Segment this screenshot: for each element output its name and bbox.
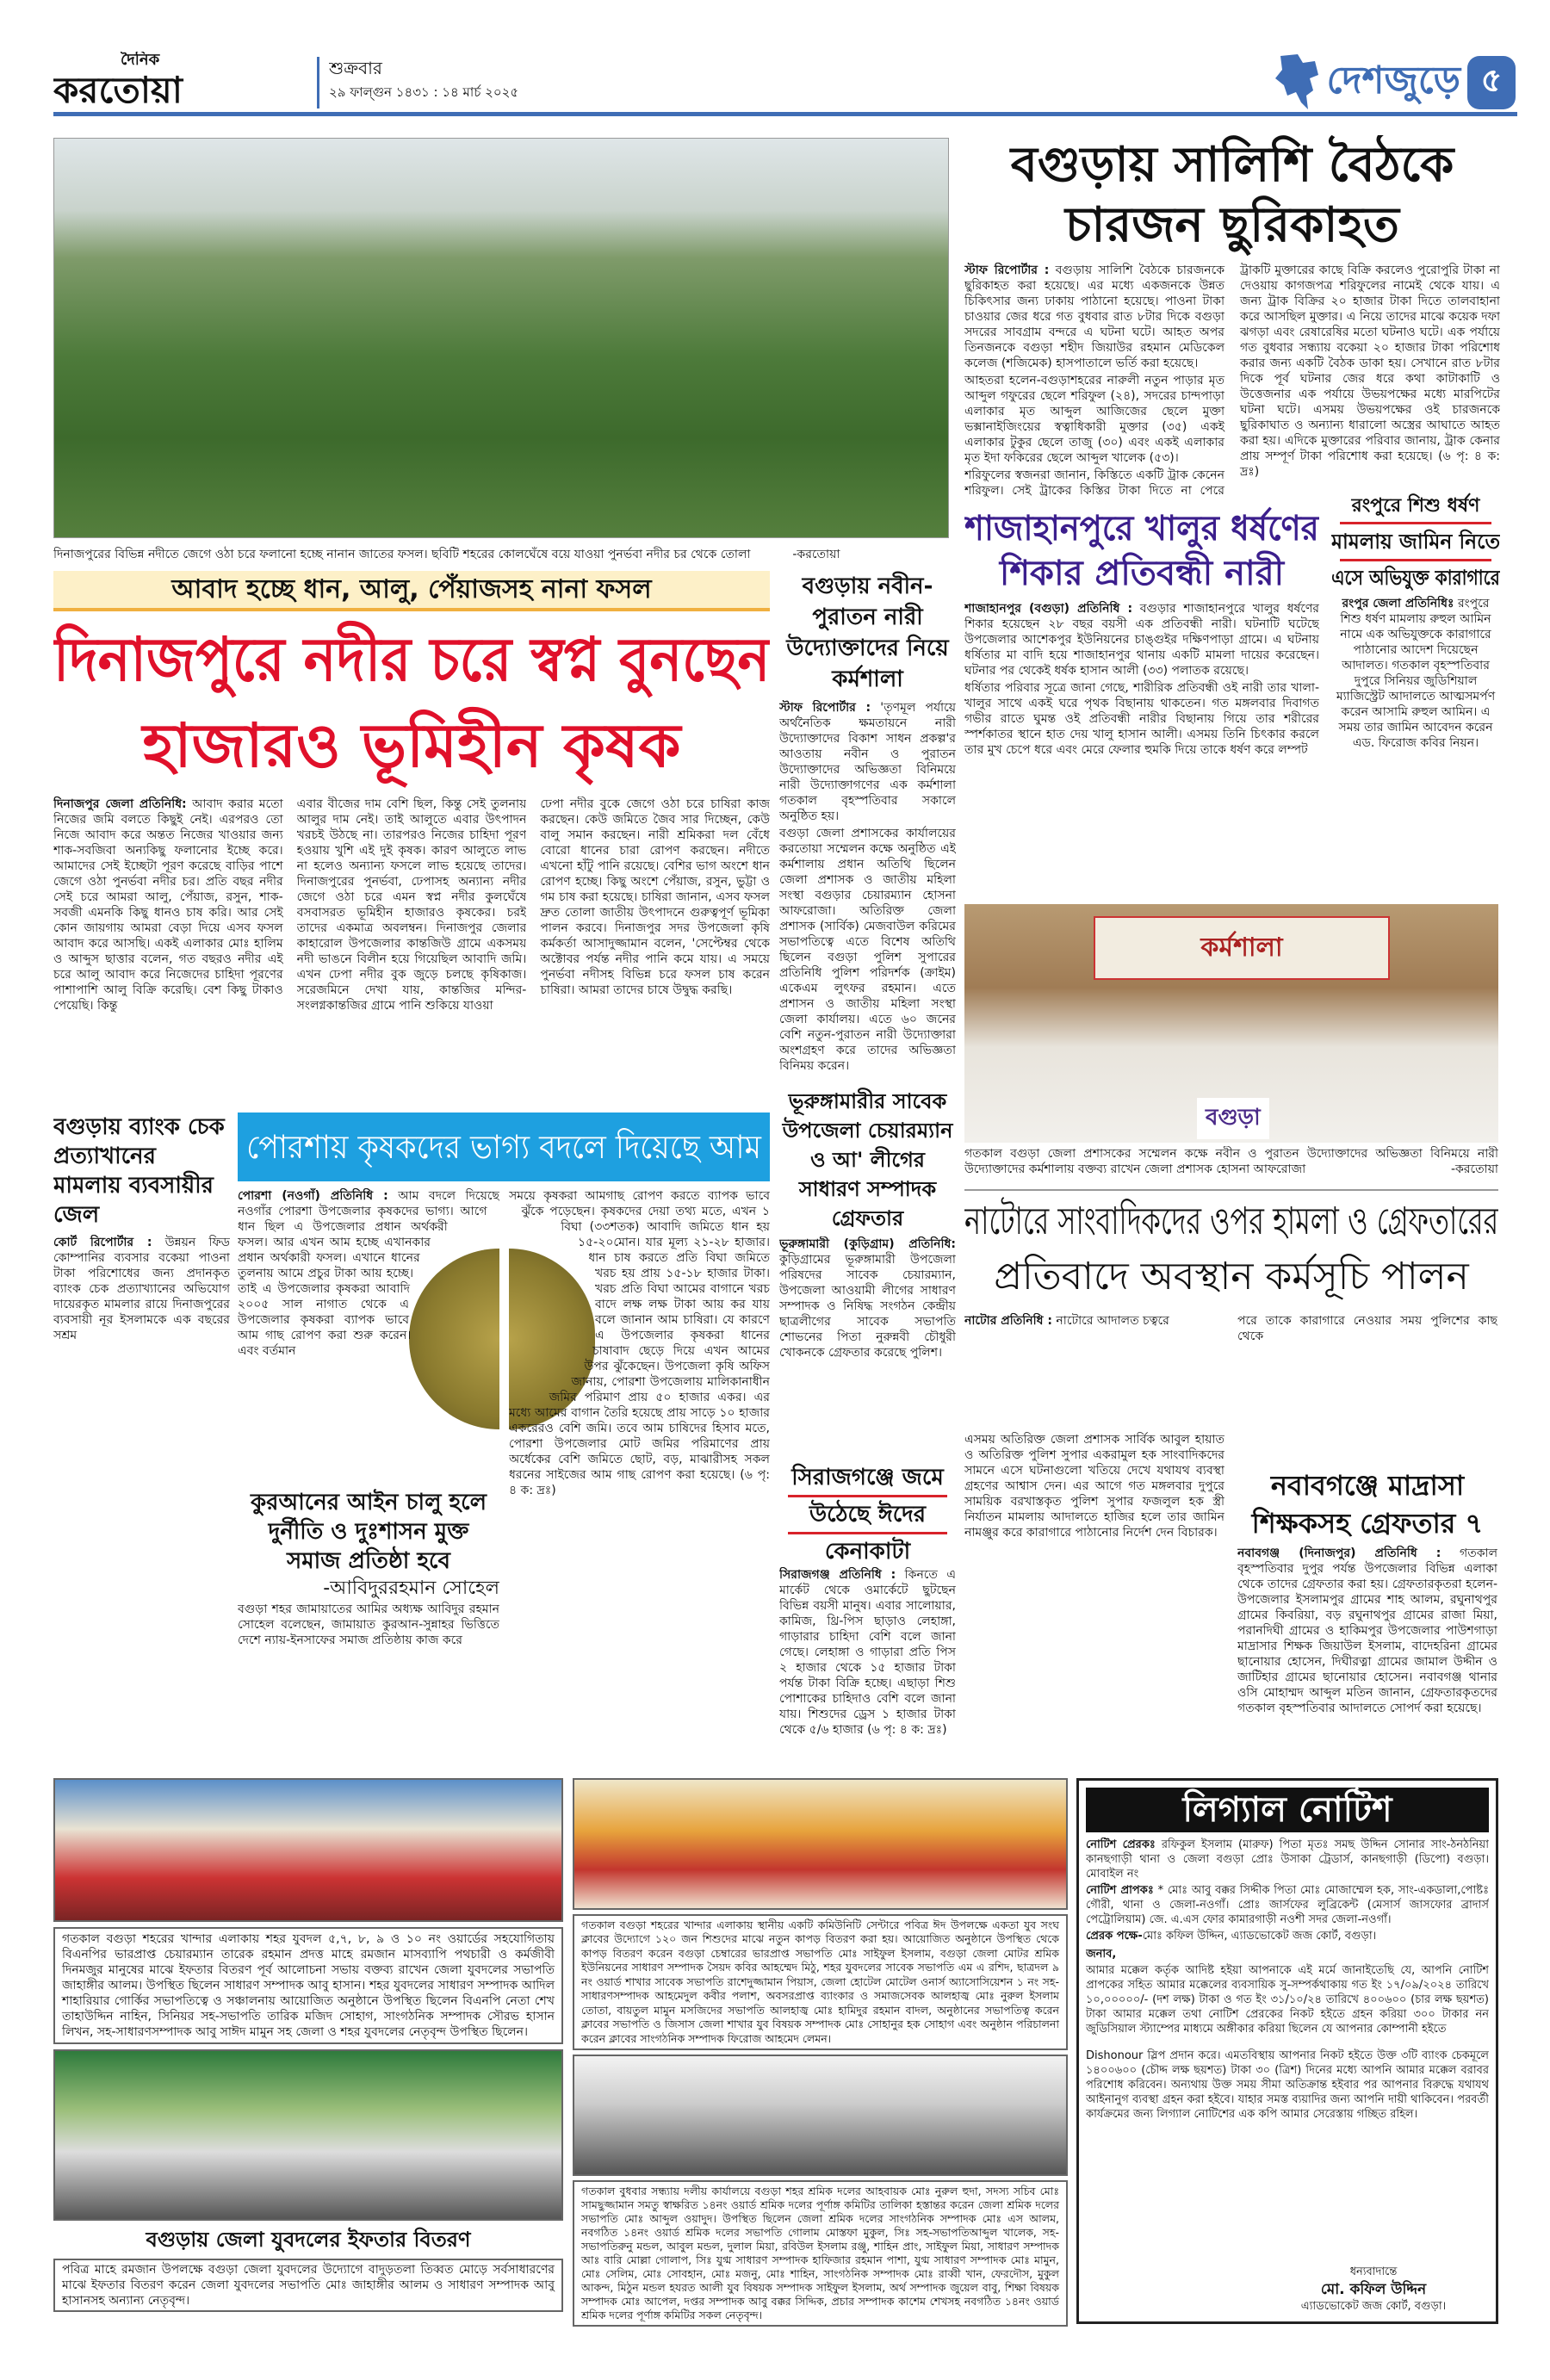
headline-line-2: শিক্ষকসহ গ্রেফতার ৭ [1251, 1507, 1484, 1540]
headline-line-3: কেনাকাটা [824, 1539, 911, 1565]
paragraph: বগুড়ায় সালিশি বৈঠকে চারজনকে ছুরিকাহত করা হয়েছে। এর মধ্যে একজনকে উন্নত চিকিৎসার জন্য ঢাকায় পাঠানো হয়েছে। পাওনা টাকা চাওয়ার জের ধরে গত বুধবার রাত ৮টার দিকে বগুড়া সদরের সাবগ্রাম বন্দরে এ ঘটনা ঘটে। আহত অপর তিনজনকে বগুড়া শহীদ জিয়াউর রহমান মেডিকেল কলেজ (শজিমেক) হাসপাতালে ভর্তি করা হয়েছে। [964, 263, 1224, 370]
caption-row [53, 544, 949, 565]
dateline: নবাবগঞ্জ (দিনাজপুর) প্রতিনিধি : [1237, 1546, 1442, 1560]
porsha-body-col1 [238, 1188, 499, 1481]
legal-notice-body [1086, 1838, 1489, 2261]
photo-headline: বগুড়ায় জেলা যুবদলের ইফতার বিতরণ [146, 2228, 471, 2252]
headline-line-1: বগুড়ায় সালিশি বৈঠকে [1010, 137, 1454, 193]
column [53, 796, 283, 1100]
article-bhurungamari [779, 1087, 956, 1455]
dateline: স্টাফ রিপোর্টার : [779, 701, 871, 715]
legal-notice-title: লিগ্যাল নোটিশ [1182, 1790, 1392, 1830]
tag-text: বগুড়া [1206, 1105, 1261, 1131]
logo-small-text: দৈনিক [121, 52, 160, 69]
paragraph: কিনতে এ মার্কেট থেকে ওমার্কেটে ছুটছেন বিভিন্ন বয়সী মানুষ। এবার সালোয়ার, কামিজ, থ্রি-পিস ছাড়াও লেহাঙ্গা, গাড়ারার চাহিদা বেশি বলে জানা গেছে। লেহাঙ্গা ও গাড়ারা প্রতি পিস ২ হাজার থেকে ১৫ হাজার টাকা পর্যন্ত টাকা বিক্রি হচ্ছে। এছাড়া শিশু পোশাকের চাহিদাও বেশি বলে জানা যায়। শিশুদের ড্রেস ১ হাজার টাকা থেকে ৫/৬ হাজার (৬ পৃ: ৪ ক: দ্রঃ) [779, 1568, 956, 1737]
paragraph: বগুড়া জেলা প্রশাসকের কার্যালয়ের করতোয়া সম্মেলন কক্ষে অনুষ্ঠিত এই কর্মশালায় প্রধান অতিথি ছিলেন জেলা প্রশাসক ও জাতীয় মহিলা সংস্থা বগুড়ার চেয়ারম্যান হোসনা আফরোজা। অতিরিক্ত জেলা প্রশাসক (সার্বিক) মেজবাউল করিমের সভাপতিত্বে এতে বিশেষ অতিথি ছিলেন বগুড়া পুলিশ সুপারের প্রতিনিধি পুলিশ পরিদর্শক (ক্রাইম) একেএম লুৎফর রহমান। এতে প্রশাসন ও জাতীয় মহিলা সংস্থা জেলা কার্যালয়। এতে ৬০ জনের বেশি নতুন-পুরাতন নারী উদ্যোক্তারা অংশগ্রহণ করে তাদের অভিজ্ঞতা বিনিময় করেন। [779, 827, 956, 1073]
workshop-photo [964, 904, 1498, 1143]
paragraph: 'তৃণমূল পর্যায়ে অর্থনৈতিক ক্ষমতায়নে নারী উদ্যোক্তাদের বিকাশ সাধন প্রকল্প'র আওতায় নবীন ও পুরাতন উদ্যোক্তাদের অভিজ্ঞতা বিনিময়ে নারী উদ্যোক্তাগণের এক কর্মশালা গতকাল বৃহস্পতিবার সকালে অনুষ্ঠিত হয়। [779, 701, 956, 823]
banner-text: কর্মশালা [1200, 933, 1283, 963]
recipient: * মোঃ আবু বক্কর সিদ্দীক পিতা মোঃ মোজাম্মেল হক, সাং-একডালা,পোষ্টঃ গৌরী, থানা ও জেলা-নওগাঁ। প্রোঃ জার্সফের লুব্রিকেন্ট (মেসার্স জাসফোর ব্রাদার্স পেট্রোলিয়াম) জে. এ.এস ফোর কামারগাড়ী নওশী সদর জেলা-নওগাঁ। [1086, 1884, 1489, 1926]
kicker-band [53, 571, 770, 611]
paragraph: সময়ে কৃষকরা আমগাছ রোপণ করতে ব্যাপক ভাবে ঝুঁকে পড়েছেন। কৃষকদের দেয়া তথ্য মতে, এখন ১ বিঘা (৩৩শতক) আবাদি জমিতে ধান হয় ১৫-২০মোন। যার মূল্য ২১-২৮ হাজার। ধান চাষ করতে প্রতি বিঘা জমিতে খরচ হয় প্রায় ১৫-১৮ হাজার টাকা। খরচ প্রতি বিঘা আমের বাগানে খরচ বাদে লক্ষ লক্ষ টাকা আয় কর যায় বলে জানান আম চাষিরা। যে কারণে এ উপজেলার কৃষকরা ধানের চাষাবাদ ছেড়ে দিয়ে এখন আমের উপর ঝুঁকেছেন। উপজেলা কৃষি অফিস জানায়, পোরশা উপজেলায় মালিকানাধীন জমির পরিমাণ প্রায় ৫০ হাজার একর। এর মধ্যে আমের বাগান তৈরি হয়েছে প্রায় সাড়ে ১০ হাজার একরেরও বেশি জমি। তবে আম চাষিদের হিসাব মতে, পোরশা উপজেলার মোট জমির পরিমাণের প্রায় অর্ধেকের বেশি জমিতে ছোট, বড়, মাঝারীসহ সকল ধরনের সাইজের আম গাছ রোপণ করা হয়েছে। (৬ পৃ: ৪ ক: দ্রঃ) [509, 1189, 770, 1497]
paragraph: রংপুরে শিশু ধর্ষণ মামলায় রুহুল আমিন নামে এক অভিযুক্তকে কারাগারে পাঠানোর আদেশ দিয়েছেন আদালত। গতকাল বৃহস্পতিবার দুপুরে সিনিয়র জুডিশিয়াল ম্যাজিস্ট্রেট আদালতে আত্মসমর্পণ করেন আসামি রুহুল আমিন। এ সময় তার জামিন আবেদন করেন এড. ফিরোজ কবির নিয়ন। [1336, 597, 1496, 750]
dateline: দিনাজপুর জেলা প্রতিনিধি: [53, 797, 187, 811]
dateline: নাটোর প্রতিনিধি : [964, 1314, 1052, 1328]
paragraph: নাটোরে আদালত চত্বরে [1056, 1314, 1169, 1328]
red-rule [788, 1495, 947, 1497]
section-name: দেশজুড়ে [1326, 58, 1460, 102]
photo-tag [1197, 1098, 1269, 1139]
photo-caption: গতকাল বুধবার সন্ধ্যায় দলীয় কার্যালয়ে বগুড়া শহর শ্রমিক দলের আহবায়ক মোঃ নুরুল হুদা, সদস্য সচিব মোঃ সামছুজ্জামান সমতু স্বাক্ষরিত ১৪নং ওয়ার্ড শ্রমিক দলের পূর্ণাঙ্গ কমিটির তালিকা হস্তান্তর করেন জেলা শ্রমিক দলের সভাপতি মোঃ আব্দুল ওয়াদুদ। উপস্থিত ছিলেন জেলা শ্রমিক দলের সাংগঠনিক সম্পাদক মোঃ এস আলম, নবগঠিত ১৪নং ওয়ার্ড শ্রমিক দলের সভাপতি গোলাম মোস্তফা মুকুল, সিঃ সহ-সভাপতিআব্দুল খালেক, সহ-সভাপতিরুনু মন্ডল, আবুল মন্ডল, দুলাল মিয়া, রবিউল ইসলাম রঞ্জু, শাহিন প্রাং, সাইফুল মিয়া, সাধারণ সম্পাদক আঃ বারি মোল্লা গোলাপ, সিঃ যুগ্ম সাধারণ সম্পাদক হাফিজার রহমান পাশা, যুগ্ম সাধারণ সম্পাদক মোঃ মামুন, মোঃ সেলিম, মোঃ সোবহান, মোঃ মজনু, মোঃ শাহিন, সাংগঠনিক সম্পাদক মোঃ রাব্বী খান, ফেরদৌস, মুকুল আকন্দ, মিঠুন মন্ডল হযরত আলী যুব বিষয়ক সম্পাদক সাইফুল ইসলাম, অর্থ সম্পাদক জুয়েল বাবু, শিক্ষা বিষয়ক সম্পাদক মোঃ আপেল, দপ্তর সম্পাদক আবু বক্কর সিদ্দিক, প্রচার সম্পাদক কাশেম শেখসহ নবগঠিত ১৪নং ওয়ার্ড শ্রমিক দলের পূর্ণাঙ্গ কমিটির সকল নেতৃবৃন্দ। [573, 2180, 1068, 2327]
natore-body-col2 [1237, 1313, 1497, 1461]
article-body [779, 1567, 956, 1763]
closing: ধন্যবাদান্তে [1349, 2265, 1398, 2278]
recipient-label: নোটিশ প্রাপকঃ [1086, 1884, 1154, 1897]
article-body [1331, 596, 1500, 897]
sender: রফিকুল ইসলাম (মারুফ) পিতা মৃতঃ সমছ উদ্দিন সোনার সাং-ঠনঠনিয়া কানছগাড়ী থানা ও জেলা বগুড়া প্রোঃ উসাকা ট্রেডার্স, কানছগাড়ী (ডিপো) বগুড়া। মোবাইল নং [1086, 1838, 1489, 1881]
article-body [779, 700, 956, 1081]
article-body [1237, 1546, 1497, 1763]
paragraph: উন্নয়ন ফিড কোম্পানির ব্যবসার বকেয়া পাওনা টাকা পরিশোধের জন্য প্রদানকৃত ব্যাংক চেক প্রত্যাখ্যানের অভিযোগ দায়েরকৃত মামলার রায়ে দিনাজপুরের ব্যবসায়ী নূর ইসলামকে এক বছরের সশ্রম [53, 1236, 230, 1342]
headline-line-2: মামলায় জামিন নিতে [1331, 530, 1500, 554]
signatory-title: এ্যাডভোকেট জজ কোর্ট, বগুড়া। [1300, 2300, 1447, 2313]
byline: -আবিদুররহমান সোহেল [323, 1577, 499, 1599]
article-quran [238, 1488, 499, 1763]
paragraph: ধর্ষিতার পরিবার সূত্রে জানা গেছে, শারীরিক প্রতিবন্ধী ওই নারী তার খালা-খালুর সাথে একই ঘরে পৃথক বিছানায় থাকতেন। গত মঙ্গলবার দিবাগত গভীর রাতে ঘুমন্ত ওই প্রতিবন্ধী নারীর বিছানায় গিয়ে তার শরীরের স্পর্শকাতর স্থানে হাত দেয় খালু হাসান আলী। এসময় তিনি চিৎকার করলে তার মুখ চেপে ধরে এবং মেরে ফেলার হুমকি দিয়ে তাকে ধর্ষণ করে লম্পট [964, 681, 1319, 757]
headline-line-1: দিনাজপুরে নদীর চরে স্বপ্ন বুনছেন [53, 624, 770, 695]
headline-line-2: চারজন ছুরিকাহত [1065, 197, 1399, 253]
dateline: স্টাফ রিপোর্টার : [964, 263, 1050, 277]
article-workshop [779, 571, 956, 1081]
dateline: কোর্ট রিপোর্টার : [53, 1236, 152, 1249]
dateline: সিরাজগঞ্জ প্রতিনিধি : [779, 1568, 896, 1582]
column: ঢেপা নদীর বুকে জেগে ওঠা চরে চাষিরা কাজ করছেন। কেউ জমিতে জৈব সার দিচ্ছেন, কেউ বালু সমান করছেন। নারী শ্রমিকরা দল বেঁধে বোরো ধানের চারা রোপণ করছেন। নদীতে এখনো হাঁটু পানি রয়েছে। বেশির ভাগ অংশে ধান রোপণ হচ্ছে। কিছু অংশে পেঁয়াজ, রসুন, ভুট্টা ও গম চাষ করা হয়েছে। চাষিরা জানান, এসব ফসল দ্রুত তোলা জাতীয় উৎপাদনে গুরুত্বপূর্ণ ভূমিকা পালন করবে। দিনাজপুর সদর উপজেলা কৃষি কর্মকর্তা আসাদুজ্জামান বলেন, 'সেপ্টেম্বর থেকে অক্টোবর পর্যন্ত নদীর পানি কমে যায়। এ সময়ে পুনর্ভবা নদীসহ বিভিন্ন চরে ফসল চাষ করেন চাষিরা। আমরা তাদের চাষে উদ্বুদ্ধ করছি। [540, 797, 770, 997]
notice-paragraph: আমার মক্কেল কর্তৃক আদিষ্ট হইয়া আপনাকে এই মর্মে জানাইতেছি যে, আপনি নোটিশ প্রাপকের সহিত আমার মক্কেলের ব্যবসায়িক সু-সম্পর্কথাকায় গত ইং ১৭/০৯/২০২৪ তারিখে ১০,০০০০০/- (দশ লক্ষ) টাকা ও গত ইং ৩১/১০/২৪ তারিখে ৪০০৬০০ (চার লক্ষ ছয়শত) টাকা আমার মক্কেল তথা নোটিশ প্রেরকের নিকট হইতে গ্রহন করিয়া ৩০০ টাকার নন জুডিসিয়াল স্ট্যাম্পের মাধ্যমে অঙ্গীকার করিয়া ছিলেন যে আপনার কোম্পানী হইতে [1086, 1964, 1489, 2036]
river-char-crops-photo [53, 138, 949, 538]
photo-caption: গতকাল বগুড়া শহরের খান্দার এলাকায় স্থানীয় একটি কমিউনিটি সেন্টারে পবিত্র ঈদ উপলক্ষে একতা যুব সংঘ ক্লাবের উদ্যোগে ১২০ জন শিশুদের মাঝে নতুন কাপড় বিতরণ করা হয়। আয়োজিত অনুষ্ঠানে উপস্থিত থেকে কাপড় বিতরণ করেন বগুড়া চেম্বারের ভারপ্রাপ্ত সভাপতি মোঃ সাইফুল ইসলাম, বগুড়া জেলা মোটর শ্রমিক ইউনিয়নের সাধারণ সম্পাদক সৈয়দ কবির আহম্মেদ মিঠু, শহর যুবদলের সাবেক সভাপতি এম এ রশিদ, ছাত্রদল ৯ নং ওয়ার্ড শাখার সাবেক সভাপতি রাশেদুজ্জামান পিয়াস, জেলা হোটেল মোটেল ওনার্স অ্যাসোসিয়েশন ১ নং সহ-সাধারণসম্পাদক আহমেদুল কবীর পলাশ, অবসরপ্রাপ্ত ব্যাংকার ও সমাজসেবক আলহাজ্ব মোঃ নুরুল ইসলাম তোতা, বায়তুল মামুন মসজিদের সভাপতি আলহাজ্ব মোঃ হামিদুর রহমান বাদল, অনুষ্ঠানের সভাপতিত্ব করেন ক্লাবের সভাপতি ও জিসাস জেলা শাখার যুব বিষয়ক সম্পাদক মোঃ সোহানুর হক সোহাগ এবং অনুষ্ঠান পরিচালনা করেন ক্লাবের সাংগঠনিক সম্পাদক ফিরোজ আহমেদ লেমন। [573, 1914, 1068, 2051]
natore-headline [964, 1194, 1498, 1310]
shajahanpur-body [964, 601, 1319, 897]
caption-text: দিনাজপুরের বিভিন্ন নদীতে জেগে ওঠা চরে ফলানো হচ্ছে নানান জাতের ফসল। ছবিটি শহরের কোলঘেঁষে বয়ে যাওয়া পুনর্ভবা নদীর চর থেকে তোলা [53, 548, 751, 561]
article-bank-cheque [53, 1113, 230, 1763]
on-behalf-label: প্রেরক পক্ষে- [1086, 1930, 1143, 1943]
porsha-body-col2 [509, 1188, 770, 1763]
paragraph: পরে তাকে কারাগারে নেওয়ার সময় পুলিশের কাছ থেকে [1237, 1314, 1497, 1343]
natore-body-col1 [964, 1313, 1224, 1763]
article-salishi [964, 135, 1500, 512]
iftar-distribution-photo [53, 2049, 563, 2221]
headline-line-2: উঠেছে ঈদের [809, 1502, 927, 1528]
headline: পোরশায় কৃষকদের ভাগ্য বদলে দিয়েছে আম [246, 1128, 761, 1166]
on-behalf: মোঃ কফিল উদ্দিন, এ্যাডভোকেট জজ কোর্ট, বগুড়া। [1142, 1930, 1377, 1943]
headline-line-2: শিকার প্রতিবন্ধী নারী [999, 554, 1285, 593]
sender-label: নোটিশ প্রেরকঃ [1086, 1838, 1156, 1851]
masthead-logo [53, 52, 312, 114]
photo-caption: পবিত্র মাহে রমজান উপলক্ষে বগুড়া জেলা যুবদলের উদ্যোগে বাদুড়তলা তিব্বত মোড়ে সর্বসাধারণের মাঝে ইফতার বিতরণ করেন জেলা যুবদলের সভাপতি মোঃ জাহাঙ্গীর আলম ও সাধারণ সম্পাদক আবু হাসানসহ অন্যান্য নেতৃবৃন্দ। [53, 2259, 563, 2312]
paragraph: শরিফুলের স্বজনরা জানান, কিস্তিতে একটি ট্রাক কেনেন শরিফুল। সেই ট্রাকের কিস্তির টাকা দিতে না পেরে ট্রাকটি মুক্তারের কাছে বিক্রি করলেও পুরোপুরি টাকা না দেওয়ায় কাগজপত্র শরিফুলের নামেই থেকে যায়। এ জন্য ট্রাক বিক্রির ২০ হাজার টাকা দিতে তালবাহানা করে আসছিল মুক্তার। এ নিয়ে তাদের মাঝে কয়েক দফা ঝগড়া এবং রেষারেষির মতো ঘটনাও ঘটে। এক পর্যায়ে গত বুধবার সন্ধ্যায় বকেয়া ২০ হাজার টাকা পরিশোধ করার জন্য একটি বৈঠক ডাকা হয়। সেখানে রাত ৮টার দিকে পূর্ব ঘটনার জের ধরে কথা কাটাকাটি ও উত্তেজনার এক পর্যায়ে উভয়পক্ষের মধ্যে মারপিটের ঘটনা ঘটে। এসময় উভয়পক্ষের ওই চারজনকে ছুরিকাঘাত ও অন্যান্য ধারালো অস্ত্রের আঘাতে আহত করা হয়। এদিকে মুক্তারের পরিবার জানায়, ট্রাক কেনার প্রায় সম্পূর্ণ টাকা পরিশোধ করা হয়েছে। (৬ পৃ: ৪ ক: দ্রঃ) [964, 263, 1500, 498]
legal-notice-title-bar [1086, 1788, 1489, 1832]
masthead-divider [317, 57, 319, 108]
headline-line-1: সিরাজগঞ্জে জমে [791, 1465, 944, 1491]
porsha-headline-band [238, 1113, 770, 1181]
workers-party-committee-photo [573, 2055, 1068, 2176]
page-number: ৫ [1480, 61, 1503, 99]
logo-main-text: করতোয়া [53, 69, 183, 111]
dinajpur-body [53, 796, 770, 1100]
headline: কুরআনের আইন চালু হলে দুর্নীতি ও দুঃশাসন মুক্ত সমাজ প্রতিষ্ঠা হবে [250, 1490, 487, 1574]
column-text: আবাদ করার মতো নিজের জমি বলতে কিছুই নেই। এরপরও তো নিজে আবাদ করে অন্তত নিজের খাওয়ার জন্য শাক-সবজিবা অন্যকিছু ফলানোর ইচ্ছে করে। আমাদের সেই ইচ্ছেটা পূরণ করেছে বাড়ির পাশে জেগে ওঠা পুনর্ভবা নদীর চর। প্রতি বছর নদীর সেই চরে আমরা আলু, পেঁয়াজ, রসুন, শাক-সবজী এমনকি কিছু ধানও চাষ করি। আর সেই কোন জায়গায় আমরা বেড়া দিয়ে এসব ফসল আবাদ করে আসছি। একই এলাকার মোঃ হালিম ও আব্দুস ছাত্তার বলেন, গত বছরও নদীর এই চরে আলু আবাদ করে নিজেদের চাহিদা পূরণের পাশাপাশি আলু বিক্রি করেছি। বেশ কিছু টাকাও পেয়েছি। কিন্তু [53, 797, 283, 1013]
article-body [53, 1235, 230, 1763]
photo-credit: -করতোয়া [1450, 1162, 1498, 1176]
photo-credit: -করতোয়া [792, 548, 840, 561]
headline-line-2: হাজারও ভূমিহীন কৃষক [142, 710, 681, 781]
headline-line-1: শাজাহানপুরে খালুর ধর্ষণের [964, 509, 1319, 549]
paragraph: আহতরা হলেন-বগুড়াশহরের নারুলী নতুন পাড়ার মৃত আব্দুল গফুরের ছেলে শরিফুল (২৪), সদরের চান্দপাড়া এলাকার মৃত আব্দুল আজিজের ছেলে মুক্তা ভক্সানাইজিংয়ের স্বত্বাধিকারী মুক্তার (৩৫) একই এলাকার টুকুর ছেলে তাজু (৩০) এবং একই এলাকার মৃত ইদা ফকিরের ছেলে আব্দুল খালেক (৫৩)। [964, 374, 1224, 465]
signatory: মো. কফিল উদ্দিন [1320, 2281, 1427, 2298]
dateline: শাজাহানপুর (বগুড়া) প্রতিনিধি : [964, 602, 1133, 616]
cloth-distribution-photo [573, 1778, 1068, 1910]
headline-line-1: নবাবগঞ্জে মাদ্রাসা [1270, 1469, 1465, 1502]
salutation: জনাব, [1086, 1948, 1117, 1961]
headline-line-3: এসে অভিযুক্ত কারাগারে [1331, 566, 1500, 590]
photo-banner [1094, 916, 1390, 980]
youth-iftar-photo [53, 1778, 563, 1922]
headline [964, 135, 1500, 256]
bottom-middle-column [573, 1778, 1068, 2327]
masthead-date [329, 55, 604, 110]
paragraph: এসময় অতিরিক্ত জেলা প্রশাসক সার্বিক আবুল হায়াত ও অতিরিক্ত পুলিশ সুপার একরামুল হক সাংবাদিকদের সামনে এসে ঘটনাগুলো খতিয়ে দেখে যথাযথ ব্যবস্থা গ্রহণের আশ্বাস দেন। এর আগে গত মঙ্গলবার দুপুরে সাময়িক বরখাস্তকৃত পুলিশ সুপার ফজলুল হক স্ত্রী নির্যাতন মামলায় আদালতে হাজির হলে তার জামিন নামঞ্জুর করে কারাগারে পাঠানোর নির্দেশ দেন বিচারক। [964, 1433, 1224, 1540]
paragraph: আম বদলে দিয়েছে নওগাঁর পোরশা উপজেলার কৃষকদের ভাগ্য। আগে ধান ছিল এ উপজেলার প্রধান অর্থকরী ফসল। আর এখন আম হচ্ছে এখানকার প্রধান অর্থকারী ফসল। এখানে ধানের তুলনায় আমে প্রচুর টাকা আয় হচ্ছে। তাই এ উপজেলার কৃষকরা আবাদি ২০০৫ সাল নাগাত থেকে এ উপজেলার কৃষকরা ব্যাপক ভাবে আম গাছ রোপণ করা শুরু করেন। এবং বর্তমান [238, 1189, 499, 1358]
day-label: শুক্রবার [329, 58, 382, 78]
red-rule [1340, 559, 1491, 561]
notice-paragraph: Dishonour স্লিপ প্রদান করে। এমতবিস্থায় আপনার নিকট হইতে উক্ত ৩টি ব্যাংক চেকমূলে ১৪০০৬০০ (চৌদ্দ লক্ষ ছয়শত) টাকা ৩০ (ত্রিশ) দিনের মধ্যে আপনি আমার মক্কেল বরাবর পরিশোধ করিবেন। অন্যথায় উক্ত সময় সীমা অতিক্রান্ত হইবার পর আপনার বিরুদ্ধে যথাযথ আইনানুগ ব্যবস্থা গ্রহন করা হইবে। যাহার সমস্ত ব্যয়াদির জন্য আপনি দায়ী থাকিবেন। পরবর্তী কার্যক্রমের জন্য লিগ্যাল নোটিশের এক কপি আমার সেরেস্তায় গচ্ছিত রহিল। [1086, 2049, 1489, 2121]
top-photo-caption [53, 544, 949, 567]
workshop-photo-caption [964, 1146, 1498, 1186]
article-rangpur [1331, 493, 1500, 897]
legal-notice [1076, 1778, 1498, 2324]
headline-line-2: প্রতিবাদে অবস্থান কর্মসূচি পালন [994, 1255, 1469, 1298]
page-number-badge [1467, 56, 1516, 109]
headline-line-1: নাটোরে সাংবাদিকদের ওপর হামলা ও গ্রেফতারের [964, 1199, 1498, 1243]
bangladesh-map-icon [1272, 53, 1320, 113]
photo-caption: গতকাল বগুড়া শহরের খান্দার এলাকায় শহর যুবদল ৫,৭, ৮, ৯ ও ১০ নং ওয়ার্ডের সহযোগিতায় বিএনপির ভারপ্রাপ্ত চেয়ারম্যান তারেক রহমান প্রদত্ত মাহে রমজান মাসব্যাপি পথচারী ও কর্মজীবী দিনমজুর মানুষের মাঝে ইফতার বিতরণ পূর্ব আলোচনা সভায় বক্তব্য রাখেন জেলা যুবদলের সভাপতি জাহাঙ্গীর আলম। উপস্থিত ছিলেন সাধারণ সম্পাদক আবু হাসান। শহর যুবদলের সাধারণ সম্পাদক আদিল শাহারিয়ার গোর্কির সভাপতিত্বে ও সঞ্চালনায় আয়োজিত অনুষ্ঠানে উপস্থিত ছিলেন বিএনপি নেতা শেখ তাহাউদ্দিন নাহিন, সিনিয়র সহ-সভাপতি তারিক মজিদ সোহাগ, সাংগঠনিক সম্পাদক সৌরভ হাসান লিখন, সহ-সাধারণসম্পাদক আবু সাঈদ মামুন সহ জেলা ও শহর যুবদলের নেতৃবৃন্দ উপস্থিত ছিলেন। [53, 1927, 563, 2044]
masthead-rule [53, 112, 1517, 116]
dateline: রংপুর জেলা প্রতিনিধিঃ [1342, 597, 1454, 610]
headline: ভূরুঙ্গামারীর সাবেক উপজেলা চেয়ারম্যান ও আ' লীগের সাধারণ সম্পাদক গ্রেফতার [782, 1089, 953, 1230]
article-body [779, 1236, 956, 1455]
caption-text: গতকাল বগুড়া জেলা প্রশাসকের সম্মেলন কক্ষে নবীন ও পুরাতন উদ্যোক্তাদের অভিজ্ঞতা বিনিময়ে নারী উদ্যোক্তাদের কর্মশালায় বক্তব্য রাখেন জেলা প্রশাসক হোসনা আফরোজা [964, 1147, 1498, 1176]
signature-block [1258, 2265, 1489, 2315]
paragraph: বগুড়ার শাজাহানপুরে খালুর ধর্ষণের শিকার হয়েছেন ২৮ বছর বয়সী এক প্রতিবন্ধী নারী। ঘটনাটি ঘটেছে উপজেলার আশেকপুর ইউনিয়নের চাঙ্গুইর দক্ষিণপাড়া গ্রামে। এ ঘটনায় ধর্ষিতার মা বাদি হয়ে শাজাহানপুর থানায় একটি মামলা দায়ের করেছেন। ঘটনার পর থেকেই ধর্ষক হাসান আলী (৩৩) পলাতক রয়েছে। [964, 602, 1319, 678]
kicker-text: আবাদ হচ্ছে ধান, আলু, পেঁয়াজসহ নানা ফসল [171, 574, 652, 604]
date-label: ২৯ ফাল্গুন ১৪৩১ : ১৪ মার্চ ২০২৫ [329, 84, 519, 100]
article-body: বগুড়া শহর জামায়াতের আমির অধ্যক্ষ আবিদুর রহমান সোহেল বলেছেন, জামায়াত কুরআন-সুন্নাহর ভিত্তিতে দেশে ন্যায়-ইনসাফের সমাজ প্রতিষ্ঠায় কাজ করে [238, 1602, 499, 1647]
article-sirajganj [779, 1462, 956, 1763]
divider [964, 1189, 1498, 1191]
mango-photo-left-half [409, 1249, 499, 1429]
headline-line-1: রংপুরে শিশু ধর্ষণ [1351, 495, 1480, 517]
headline [1237, 1466, 1497, 1542]
bottom-left-column [53, 1778, 563, 2312]
dateline: ভূরুঙ্গামারী (কুড়িগ্রাম) প্রতিনিধি: [779, 1237, 956, 1251]
headline: বগুড়ায় নবীন-পুরাতন নারী উদ্যোক্তাদের নিয়ে কর্মশালা [786, 573, 949, 692]
paragraph: কুড়িগ্রামের ভূরুঙ্গামারী উপজেলা পরিষদের সাবেক চেয়ারম্যান, উপজেলা আওয়ামী লীগের সাধারণ সম্পাদক ও নিষিদ্ধ সংগঠন কেন্দ্রীয় ছাত্রলীগের সাবেক সভাপতি শোভনের পিতা নুরুন্নবী চৌধুরী খোকনকে গ্রেফতার করেছে পুলিশ। [779, 1253, 956, 1360]
red-rule [788, 1532, 947, 1534]
column: এবার বীজের দাম বেশি ছিল, কিন্তু সেই তুলনায় আলুর দাম নেই। তাই আলুতে এবার উৎপাদন খরচই উঠছে না। তারপরও নিজের চাহিদা পূরণ হওয়ায় খুশি এই দুই কৃষক। কারণ আলুতে লাভ না হলেও অন্যান্য ফসলে লাভ হয়েছে তাদের। দিনাজপুরের পুনর্ভবা, ঢেপাসহ অন্যান্য নদীর জেগে ওঠা চরে এমন স্বপ্ন নদীর কুলঘেঁষে বসবাসরত ভূমিহীন হাজারও কৃষকের। চরই তাদের একমাত্র অবলম্বন। দিনাজপুর জেলার কাহারোল উপজেলার কান্তজিউ গ্রামে একসময় নদী ভাঙনে বিলীন হয়ে গিয়েছিল আবাদি জমি। এখন ঢেপা নদীর বুক জুড়ে চলছে কৃষিকাজ। সরেজমিনে দেখা যায়, কান্তজির মন্দির-সংলগ্নকান্তজির গ্রামে পানি শুকিয়ে যাওয়া [296, 797, 527, 1013]
section-logo [1137, 52, 1516, 114]
dateline: পোরশা (নওগাঁ) প্রতিনিধি : [238, 1189, 388, 1203]
shajahanpur-headline [964, 506, 1319, 598]
headline: বগুড়ায় ব্যাংক চেক প্রত্যাখানের মামলায় ব্যবসায়ীর জেল [53, 1114, 225, 1228]
dinajpur-headline [53, 617, 770, 790]
red-rule [1340, 522, 1491, 524]
article-body [964, 263, 1500, 512]
paragraph: গতকাল বৃহস্পতিবার দুপুর পর্যন্ত উপজেলার বিভিন্ন এলাকা থেকে তাদের গ্রেফতার করা হয়। গ্রেফতারকৃতরা হলেন- উপজেলার ইসলামপুর গ্রামের শাহ আলম, রঘুনাথপুর গ্রামের কিবরিয়া, বড় রঘুনাথপুর গ্রামের রাজা মিয়া, পরানদিঘী গ্রামের ও হাকিমপুর উপজেলার পাউশগাড়া মাদ্রাসার শিক্ষক জিয়াউল ইসলাম, বাদেহরিনা গ্রামের ছানোয়ার হোসেন, দিঘীরত্না গ্রামের জামাল উদ্দীন ও জাটিহার গ্রামের ছানোয়ার হোসেন। নবাবগঞ্জ থানার ওসি মোহাম্মদ আব্দুল মতিন জানান, গ্রেফতারকৃতদের গতকাল বৃহস্পতিবার আদালতে সোপর্দ করা হয়েছে। [1237, 1546, 1497, 1715]
article-nababganj [1237, 1466, 1497, 1763]
